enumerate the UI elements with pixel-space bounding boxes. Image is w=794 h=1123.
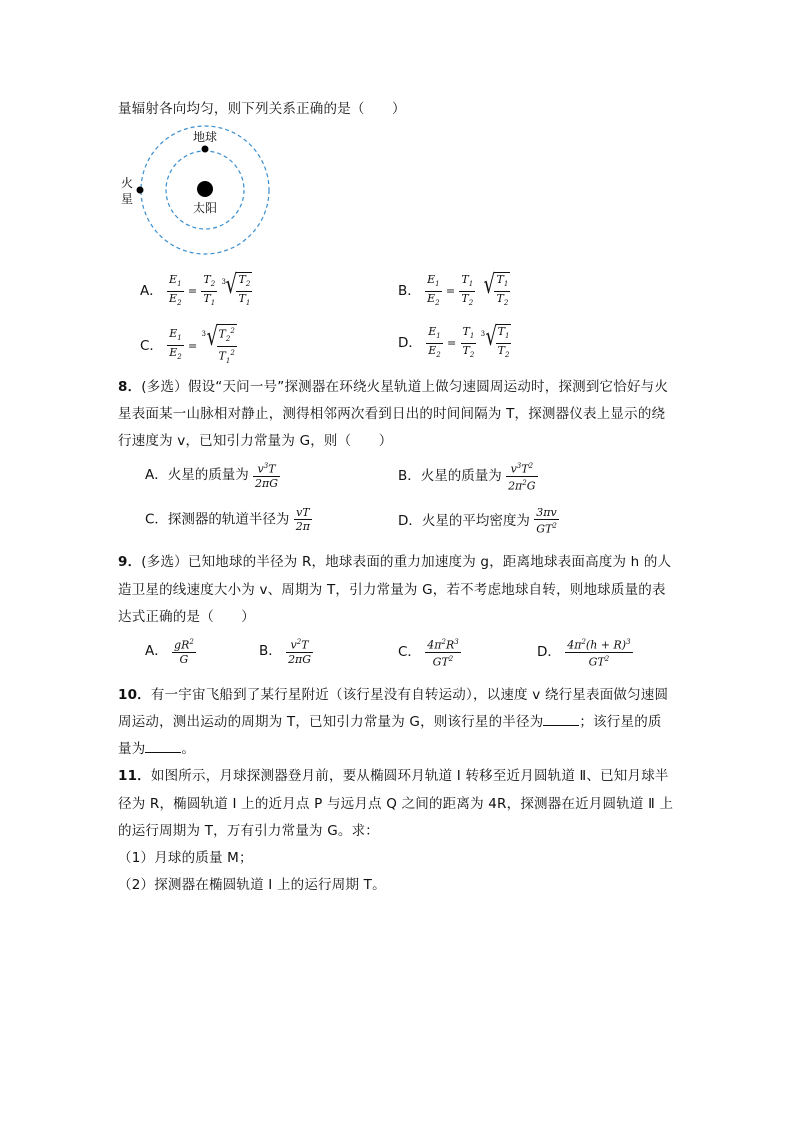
q7-option-c[interactable]: C． $\frac{E_1}{E_2}$ = 3 √ $\frac{T_2^2}{T_1^2}$	[140, 324, 237, 368]
q11-line-2: 径为 R，椭圆轨道 Ⅰ 上的近月点 P 与远月点 Q 之间的距离为 4R，探测器在近月圆轨道 Ⅱ 上	[118, 796, 674, 812]
q9-option-a[interactable]: A． $\frac{gR^2}{G}$	[145, 638, 194, 666]
q11-sub-1: （1）月球的质量 M；	[118, 850, 253, 866]
q7-option-d[interactable]: D． $\frac{E_1}{E_2}$ = $\frac{T_1}{T_2}$ 3 √ $\frac{T_1}{T_2}$	[398, 324, 511, 362]
q10-text-3b: 。	[181, 741, 196, 757]
q9-number: 9．	[118, 554, 142, 570]
q9-line-3: 达式正确的是（ ）	[118, 609, 255, 625]
q9-option-d-label: D．	[537, 644, 561, 661]
q7-option-c-label: C．	[140, 337, 163, 354]
q8-option-a-label: A．火星的质量为	[145, 466, 249, 483]
mars-dot	[137, 187, 144, 194]
q10-blank-mass[interactable]	[145, 740, 181, 753]
q9-text-1: (多选）已知地球的半径为 R，地球表面的重力加速度为 g，距离地球表面高度为 h 的人	[141, 554, 672, 570]
q10-text-2a: 周运动，测出运动的周期为 T，已知引力常量为 G，则该行星的半径为	[118, 714, 544, 730]
earth-dot	[202, 146, 209, 153]
q11-line-1	[118, 764, 669, 784]
q8-option-b[interactable]: B．火星的质量为 $\frac{v^3T^2}{2\pi^2G}$	[398, 462, 536, 493]
q10-line-1	[118, 683, 668, 703]
q8-option-b-label: B．火星的质量为	[398, 468, 502, 485]
q7-option-b[interactable]: B． $\frac{E_1}{E_2}$ = $\frac{T_1}{T_2}$ √ $\frac{T_1}{T_2}$	[398, 272, 510, 310]
q7-option-d-label: D．	[398, 335, 422, 352]
q8-option-a[interactable]: A．火星的质量为 $\frac{v^3T}{2\pi G}$	[145, 462, 279, 490]
q9-option-b[interactable]: B． $\frac{v^2T}{2\pi G}$	[259, 638, 312, 666]
q9-option-c[interactable]: C． $\frac{4\pi^2R^3}{GT^2}$	[398, 638, 459, 669]
q8-line-1	[118, 375, 668, 395]
q8-option-c[interactable]: C．探测器的轨道半径为 $\frac{vT}{2\pi}$	[145, 506, 310, 533]
q8-line-2: 星表面某一山脉相对静止，测得相邻两次看到日出的时间间隔为 T，探测器仪表上显示的绕	[118, 406, 666, 422]
q9-line-2: 造卫星的线速度大小为 v、周期为 T，引力常量为 G，若不考虑地球自转，则地球质量的表	[118, 582, 666, 598]
q10-line-3	[118, 737, 195, 757]
sun-dot	[197, 181, 213, 197]
q10-number: 10．	[118, 687, 151, 703]
q9-option-b-label: B．	[259, 642, 282, 659]
q8-option-d-label: D．火星的平均密度为	[398, 512, 530, 529]
q10-text-2b: ；该行星的质	[579, 714, 662, 730]
mars-label-top: 火	[121, 176, 134, 190]
q8-line-3: 行速度为 v，已知引力常量为 G，则（ ）	[118, 433, 393, 449]
q11-sub-2: （2）探测器在椭圆轨道 Ⅰ 上的运行周期 T。	[118, 877, 386, 893]
q11-line-3: 的运行周期为 T，万有引力常量为 G。求：	[118, 823, 379, 839]
q11-text-1: 如图所示，月球探测器登月前，要从椭圆环月轨道 Ⅰ 转移至近月圆轨道 Ⅱ、已知月球半	[150, 768, 669, 784]
q8-option-c-label: C．探测器的轨道半径为	[145, 511, 290, 528]
mars-label-bottom: 星	[121, 192, 134, 206]
q7-option-a[interactable]: A． $\frac{E_1}{E_2}$ = $\frac{T_2}{T_1}$ 3 √ $\frac{T_2}{T_1}$	[140, 272, 252, 310]
q9-option-c-label: C．	[398, 644, 421, 661]
q7-option-b-label: B．	[398, 283, 421, 300]
q11-number: 11．	[118, 768, 151, 784]
q8-number: 8．	[118, 379, 142, 395]
q7-option-a-label: A．	[140, 283, 163, 300]
q10-text-3a: 量为	[118, 741, 146, 757]
sun-label: 太阳	[193, 201, 218, 215]
q7-tail-text: 量辐射各向均匀，则下列关系正确的是（ ）	[118, 101, 406, 117]
q10-blank-radius[interactable]	[543, 713, 579, 726]
q10-text-1: 有一宇宙飞船到了某行星附近（该行星没有自转运动），以速度 v 绕行星表面做匀速圆	[150, 687, 669, 703]
q9-option-d[interactable]: D． $\frac{4\pi^2(h + R)^3}{GT^2}$	[537, 638, 631, 669]
q9-option-a-label: A．	[145, 642, 168, 659]
q8-option-d[interactable]: D．火星的平均密度为 $\frac{3\pi v}{GT^2}$	[398, 506, 557, 536]
earth-label: 地球	[193, 130, 218, 144]
q8-text-1: (多选）假设“天问一号”探测器在环绕火星轨道上做匀速圆周运动时，探测到它恰好与火	[141, 379, 669, 395]
q9-line-1	[118, 550, 671, 570]
q10-line-2	[118, 710, 662, 730]
